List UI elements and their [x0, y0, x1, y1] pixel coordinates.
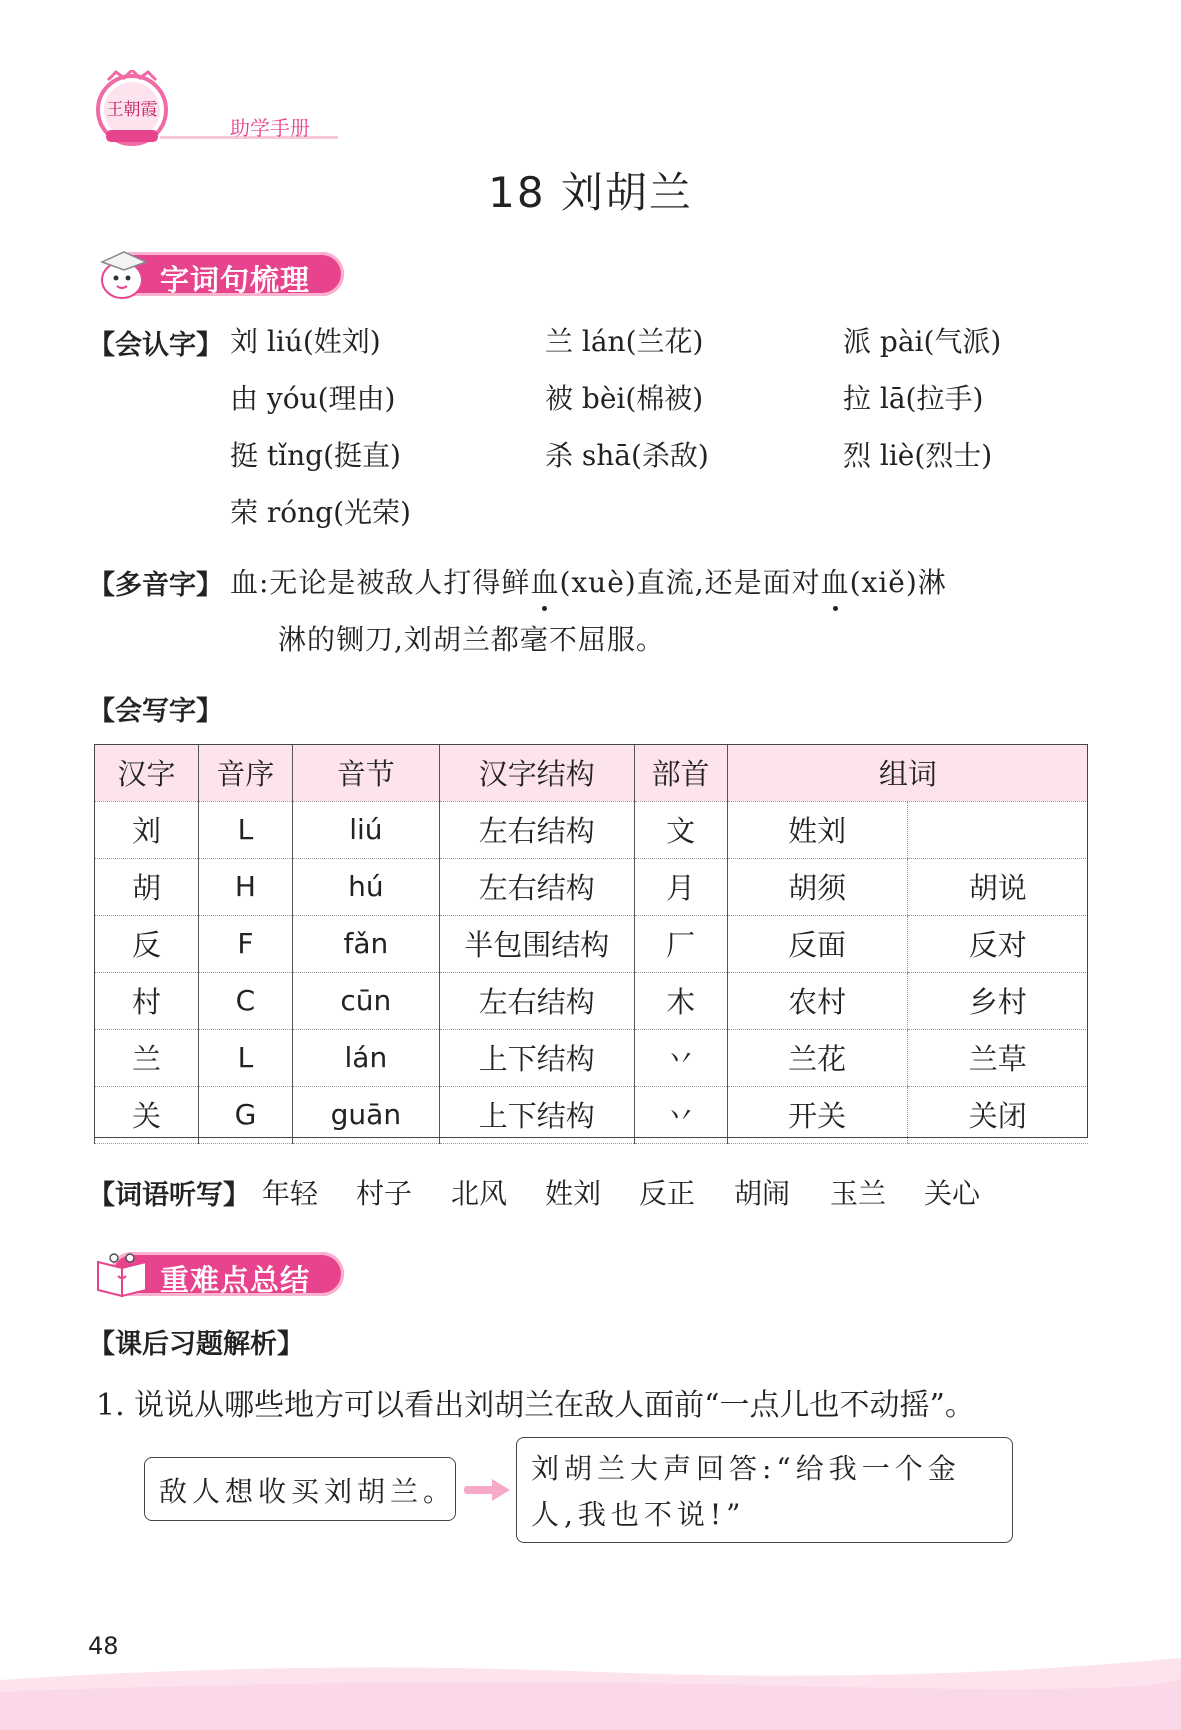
- table-row: [95, 858, 1089, 915]
- table-cell: 兰草: [907, 1029, 1088, 1086]
- dictation-word: 胡闹: [734, 1177, 791, 1210]
- polyphone-text: (xuè)直流,还是面对: [559, 566, 821, 599]
- write-tag: 【会写字】: [88, 696, 223, 727]
- table-cell: 文: [634, 801, 727, 858]
- table-cell: 胡: [95, 858, 199, 915]
- table-cell: 丷: [634, 1029, 727, 1086]
- table-cell: 兰: [95, 1029, 199, 1086]
- table-cell: L: [198, 1029, 292, 1086]
- book-mascot-icon: [92, 1248, 156, 1300]
- table-cell: 左右结构: [439, 801, 634, 858]
- exercise-tag: 【课后习题解析】: [88, 1329, 304, 1360]
- footer-wave: [0, 1650, 1181, 1730]
- recognize-item: 荣 róng(光荣): [230, 496, 411, 529]
- table-cell: 反对: [907, 915, 1088, 972]
- dictation-word: 玉兰: [830, 1177, 887, 1210]
- table-cell: lán: [292, 1029, 439, 1086]
- table-cell: 半包围结构: [439, 915, 634, 972]
- table-cell: G: [198, 1086, 292, 1143]
- table-header-row: [95, 744, 1089, 801]
- recognize-item: 挺 tǐng(挺直): [230, 439, 401, 472]
- svg-text:王朝霞: 王朝霞: [106, 100, 158, 120]
- page-number: 48: [88, 1632, 119, 1660]
- table-cell: 反: [95, 915, 199, 972]
- table-cell: 上下结构: [439, 1029, 634, 1086]
- polyphone-text: (xiě)淋: [849, 566, 947, 599]
- table-cell: cūn: [292, 972, 439, 1029]
- recognize-item: 拉 lā(拉手): [843, 382, 984, 415]
- column-header: 部首: [634, 744, 727, 801]
- table-cell: 姓刘: [727, 801, 907, 858]
- dictation-word: 北风: [451, 1177, 508, 1210]
- table-cell: 左右结构: [439, 972, 634, 1029]
- table-cell: 关: [95, 1086, 199, 1143]
- column-header: 汉字结构: [439, 744, 634, 801]
- banner-label: 重难点总结: [160, 1263, 311, 1297]
- emphasis-char: 血: [530, 566, 560, 599]
- polyphone-tag: 【多音字】: [88, 570, 223, 601]
- recognize-item: 派 pài(气派): [843, 325, 1002, 358]
- table-row: [95, 915, 1089, 972]
- column-header: 组词: [727, 744, 1088, 801]
- dictation-word: 年轻: [262, 1177, 319, 1210]
- polyphone-line-1: [230, 561, 947, 601]
- recognize-tag: 【会认字】: [88, 330, 223, 361]
- column-header: 汉字: [95, 744, 199, 801]
- table-cell: 反面: [727, 915, 907, 972]
- polyphone-line-2: 淋的铡刀,刘胡兰都毫不屈服。: [278, 623, 665, 656]
- scholar-mascot-icon: [92, 248, 156, 300]
- recognize-item: 烈 liè(烈士): [843, 439, 993, 472]
- column-header: 音节: [292, 744, 439, 801]
- answer-box-cause: 敌人想收买刘胡兰。: [144, 1457, 456, 1521]
- table-cell: [907, 801, 1088, 858]
- table-cell: 左右结构: [439, 858, 634, 915]
- table-cell: 月: [634, 858, 727, 915]
- dictation-word: 村子: [356, 1177, 413, 1210]
- header-subtitle: 助学手册: [230, 116, 310, 140]
- section-banner-summary: [92, 1248, 344, 1298]
- recognize-item: 刘 liú(姓刘): [230, 325, 381, 358]
- response-line: 刘胡兰大声回答:“给我一个金: [531, 1452, 961, 1485]
- table-cell: C: [198, 972, 292, 1029]
- response-line: 人,我也不说!”: [531, 1498, 746, 1531]
- table-cell: guān: [292, 1086, 439, 1143]
- table-cell: 木: [634, 972, 727, 1029]
- section-banner-words: [92, 248, 344, 298]
- table-cell: 兰花: [727, 1029, 907, 1086]
- column-header: 音序: [198, 744, 292, 801]
- emphasis-char: 血: [820, 566, 850, 599]
- dictation-word: 反正: [639, 1177, 696, 1210]
- table-cell: 关闭: [907, 1086, 1088, 1143]
- table-cell: fǎn: [292, 915, 439, 972]
- table-cell: 开关: [727, 1086, 907, 1143]
- table-cell: H: [198, 858, 292, 915]
- table-cell: liú: [292, 801, 439, 858]
- recognize-item: 由 yóu(理由): [230, 382, 396, 415]
- table-cell: 胡说: [907, 858, 1088, 915]
- answer-box-response: [516, 1437, 1013, 1543]
- recognize-item: 被 bèi(棉被): [545, 382, 704, 415]
- table-cell: 胡须: [727, 858, 907, 915]
- table-cell: F: [198, 915, 292, 972]
- right-arrow-icon: [462, 1476, 512, 1504]
- table-cell: 刘: [95, 801, 199, 858]
- recognize-item: 杀 shā(杀敌): [545, 439, 709, 472]
- dictation-word: 姓刘: [545, 1177, 602, 1210]
- lesson-title: 18 刘胡兰: [488, 168, 693, 217]
- table-cell: hú: [292, 858, 439, 915]
- table-cell: 厂: [634, 915, 727, 972]
- table-cell: 乡村: [907, 972, 1088, 1029]
- recognize-item: 兰 lán(兰花): [545, 325, 704, 358]
- table-cell: 村: [95, 972, 199, 1029]
- table-row: [95, 972, 1089, 1029]
- write-characters-table: [94, 744, 1088, 1144]
- table-row: [95, 1029, 1089, 1086]
- dictation-word: 关心: [924, 1177, 981, 1210]
- exercise-question: 1. 说说从哪些地方可以看出刘胡兰在敌人面前“一点儿也不动摇”。: [96, 1388, 975, 1423]
- dictation-tag: 【词语听写】: [88, 1180, 250, 1211]
- table-cell: 上下结构: [439, 1086, 634, 1143]
- banner-label: 字词句梳理: [160, 263, 311, 297]
- table-row: [95, 801, 1089, 858]
- table-cell: 农村: [727, 972, 907, 1029]
- polyphone-text: 血:无论是被敌人打得鲜: [230, 566, 531, 599]
- table-row: [95, 1086, 1089, 1143]
- table-cell: 丷: [634, 1086, 727, 1143]
- table-cell: L: [198, 801, 292, 858]
